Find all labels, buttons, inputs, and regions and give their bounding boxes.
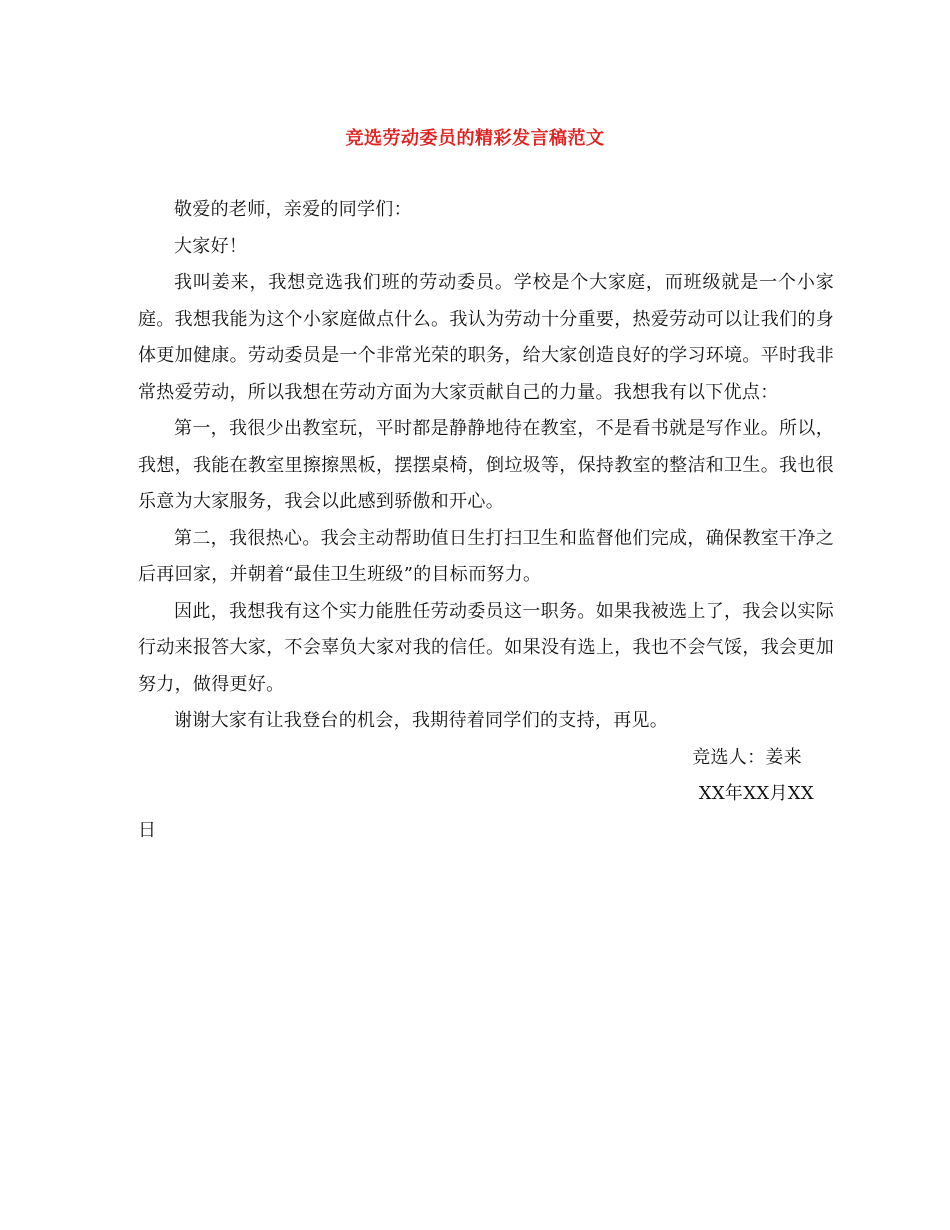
conclusion-paragraph: 因此，我想我有这个实力能胜任劳动委员这一职务。如果我被选上了，我会以实际行动来报答大家，不会辜负大家对我的信任。如果没有选上，我也不会气馁，我会更加努力，做得更好。 xyxy=(138,600,834,695)
second-point-paragraph: 第二，我很热心。我会主动帮助值日生打扫卫生和监督他们完成，确保教室干净之后再回家，并朝着“最佳卫生班级”的目标而努力。 xyxy=(138,527,834,585)
hello-paragraph: 大家好！ xyxy=(174,235,248,257)
greeting-paragraph: 敬爱的老师，亲爱的同学们： xyxy=(174,199,412,220)
document-body xyxy=(138,192,834,849)
signature: 竞选人：姜来 xyxy=(692,746,802,768)
first-point-paragraph: 第一，我很少出教室玩，平时都是静静地待在教室，不是看书就是写作业。所以，我想，我能在教室里擦擦黑板，摆摆桌椅，倒垃圾等，保持教室的整洁和卫生。我也很乐意为大家服务，我会以此感到骄傲和开心。 xyxy=(138,418,834,512)
date-main: XX年XX月XX xyxy=(698,783,814,804)
thanks-paragraph: 谢谢大家有让我登台的机会，我期待着同学们的支持，再见。 xyxy=(174,710,669,731)
date-tail: 日 xyxy=(138,819,157,841)
document-title: 竞选劳动委员的精彩发言稿范文 xyxy=(345,128,605,149)
intro-paragraph: 我叫姜来，我想竞选我们班的劳动委员。学校是个大家庭，而班级就是一个小家庭。我想我能为这个小家庭做点什么。我认为劳动十分重要，热爱劳动可以让我们的身体更加健康。劳动委员是一个非常光荣的职务，给大家创造良好的学习环境。平时我非常热爱劳动，所以我想在劳动方面为大家贡献自己的力量。我想我有以下优点： xyxy=(138,272,834,403)
